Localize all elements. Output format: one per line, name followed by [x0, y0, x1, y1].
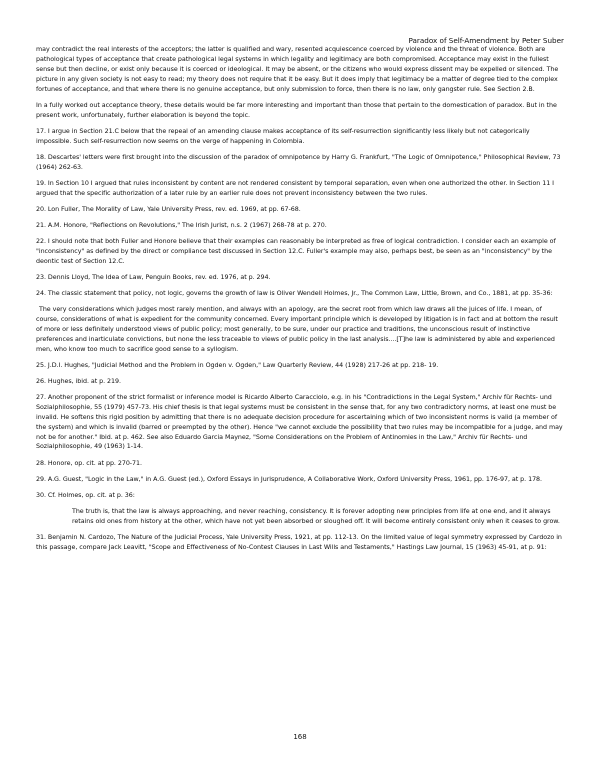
footnote-21: 21. A.M. Honore, "Reflections on Revolutions," The Irish Jurist, n.s. 2 (1967) 268-78 at p. 270. [36, 221, 327, 229]
footnote-28: 28. Honore, op. cit. at pp. 270-71. [36, 459, 142, 467]
holmes-quote: The very considerations which judges most rarely mention, and always with an apology, are the secret root from which law draws all the juices of life. I mean, of course, considerations of what is expedient for the community concerned. Every important principle which is developed by litigation is in fact and at bottom the result of more or less definitely understood views of public policy; most generally, to be sure, under our practice and traditions, the unconscious result of instinctive preferences and inarticulate convictions, but none the less traceable to views of public policy in the last analysis....[T]he law is administered by able and experienced men, who know too much to sacrifice good sense to a syllogism. [36, 306, 558, 353]
footnote-20: 20. Lon Fuller, The Morality of Law, Yale University Press, rev. ed. 1969, at pp. 67-68. [36, 205, 301, 213]
footnote-17: 17. I argue in Section 21.C below that the repeal of an amending clause makes acceptance of its self-resurrection significantly less likely but not categorically impossible. Such self-resurrection now seems on the verge of happening in Colombia. [36, 127, 530, 145]
footnote-29: 29. A.G. Guest, "Logic in the Law," in A.G. Guest (ed.), Oxford Essays in Jurisprudence, A Collaborative Work, Oxford University Press, 1961, pp. 176-97, at p. 178. [36, 475, 543, 483]
page-number: 168 [293, 733, 307, 741]
footnote-27: 27. Another proponent of the strict formalist or inference model is Ricardo Alberto Caracciolo, e.g. in his "Contradictions in the Legal System," Archiv für Rechts- und Sozialphilosophie, 55 (1979) 457-73. His chief thesis is that legal systems must be consistent in the sense that, for any two contradictory norms, at least one must be invalid. He softens this rigid position by admitting that there is no adequate decision procedure for ascertaining which of two inconsistent norms is valid (a member of the system) and which is invalid (barred or preempted by the other). Hence "we cannot exclude the possibility that two rules may be incompatible for a judge, and may not be for another." Ibid. at p. 462. See also Eduardo Garcia Maynez, "Some Considerations on the Problem of Antinomies in the Law," Archiv für Rechts- und Sozialphilosophie, 49 (1963) 1-14. [36, 393, 563, 451]
footnote-23: 23. Dennis Lloyd, The Idea of Law, Penguin Books, rev. ed. 1976, at p. 294. [36, 273, 271, 281]
footnote-19: 19. In Section 10 I argued that rules inconsistent by content are not rendered consistent by temporal separation, even when one authorized the other. In Section 11 I argued that the specific authorization of a later rule by an earlier rule does not prevent inconsistency between the two rules. [36, 179, 554, 197]
footnote-30: 30. Cf. Holmes, op. cit. at p. 36: [36, 491, 135, 499]
footnote-31: 31. Benjamin N. Cardozo, The Nature of the Judicial Process, Yale University Press, 1921, at pp. 112-13. On the limited value of legal symmetry expressed by Cardozo in this passage, compare Jack Leavitt, "Scope and Effectiveness of No-Contest Clauses in Last Wills and Testaments," Hastings Law Journal, 15 (1963) 45-91, at p. 91: [36, 533, 562, 551]
paragraph: In a fully worked out acceptance theory, these details would be far more interesting and important than those that pertain to the domestication of paradox. But in the present work, unfortunately, further elaboration is beyond the topic. [36, 101, 557, 119]
footnote-25: 25. J.D.I. Hughes, "Judicial Method and the Problem in Ogden v. Ogden," Law Quarterly Review, 44 (1928) 217-26 at pp. 218- 19. [36, 361, 439, 369]
body-text [36, 45, 564, 559]
paragraph: may contradict the real interests of the acceptors; the latter is qualified and wary, resented acquiescence coerced by violence and the threat of violence. Both are pathological types of acceptance that create pathological legal systems in which legality and legitimacy are both compromised. Acceptance may exist in the fullest sense but then decline, or exist only because it is coerced or ideological. It may be absent, or the citizens who would express dissent may be expelled or silenced. The picture in any given society is not easy to read; my theory does not require that it be easy. But it does imply that legitimacy be a matter of degree tied to the complex fortunes of acceptance, and that where there is no genuine acceptance, but only submission to force, then there is no law, only gangster rule. See Section 2.B. [36, 46, 559, 93]
footnote-18: 18. Descartes' letters were first brought into the discussion of the paradox of omnipotence by Harry G. Frankfurt, "The Logic of Omnipotence," Philosophical Review, 73 (1964) 262-63. [36, 153, 561, 171]
footnote-24: 24. The classic statement that policy, not logic, governs the growth of law is Oliver Wendell Holmes, Jr., The Common Law, Little, Brown, and Co., 1881, at pp. 35-36: [36, 289, 553, 297]
footnote-22: 22. I should note that both Fuller and Honore believe that their examples can reasonably be interpreted as free of logical contradiction. I consider each an example of "inconsistency" as defined by the direct or compliance test discussed in Section 12.C. Fuller's example may also, perhaps best, be seen as an "inconsistency" by the deontic test of Section 12.C. [36, 237, 556, 265]
block-quote: The truth is, that the law is always approaching, and never reaching, consistency. It is forever adopting new principles from life at one end, and it always retains old ones from history at the other, which have not yet been absorbed or sloughed off. It will become entirely consistent only when it ceases to grow. [72, 507, 560, 525]
running-header: Paradox of Self-Amendment by Peter Suber [408, 36, 564, 45]
footnote-26: 26. Hughes, ibid. at p. 219. [36, 377, 121, 385]
